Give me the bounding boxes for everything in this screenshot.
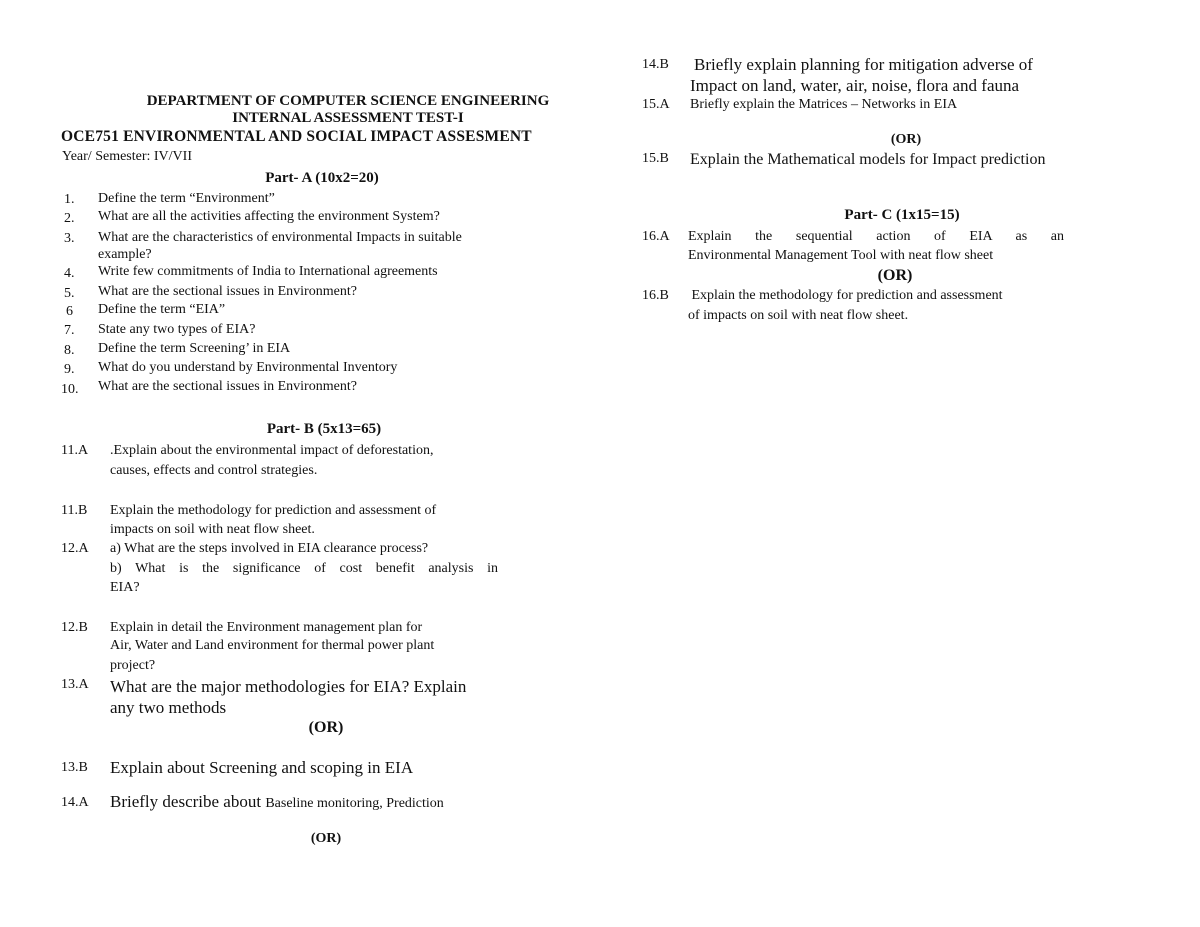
q13a-line2: any two methods	[110, 698, 227, 717]
q13b-num: 13.B	[61, 760, 88, 775]
q16b-line1: Explain the methodology for prediction and assessment	[688, 288, 1003, 303]
q14b-num: 14.B	[642, 57, 669, 72]
q14b-line1: Briefly explain planning for mitigation adverse of	[694, 55, 1033, 74]
part-a-num-5: 5.	[64, 286, 75, 301]
q11b-num: 11.B	[61, 503, 88, 518]
q16a-num: 16.A	[642, 229, 670, 244]
q12a-line3: EIA?	[110, 580, 140, 595]
part-b-title: Part- B (5x13=65)	[266, 421, 382, 437]
part-a-question-3: What are the characteristics of environmental Impacts in suitable	[98, 230, 462, 245]
q14b-line2: Impact on land, water, air, noise, flora and fauna	[690, 76, 1020, 95]
q12a-line2: b) What is the significance of cost benefit analysis in	[110, 561, 498, 576]
q14a-line1	[110, 792, 444, 812]
department-title: DEPARTMENT OF COMPUTER SCIENCE ENGINEERING	[146, 93, 550, 109]
part-a-num-9: 9.	[64, 362, 75, 377]
q12a-line1: a) What are the steps involved in EIA clearance process?	[110, 541, 429, 556]
q11a-line2: causes, effects and control strategies.	[110, 463, 318, 478]
q11b-line2: impacts on soil with neat flow sheet.	[110, 522, 315, 537]
q11a-num: 11.A	[61, 443, 89, 458]
part-a-question-5: What are the sectional issues in Environment?	[98, 284, 357, 299]
part-a-num-6: 6	[66, 304, 73, 319]
part-a-question-9: What do you understand by Environmental Inventory	[98, 360, 398, 375]
q13a-line1: What are the major methodologies for EIA? Explain	[110, 677, 467, 696]
or-separator-13: (OR)	[308, 719, 344, 736]
part-a-num-8: 8.	[64, 343, 75, 358]
part-a-num-10: 10.	[61, 382, 79, 397]
part-a-question-7: State any two types of EIA?	[98, 322, 256, 337]
q12b-num: 12.B	[61, 620, 88, 635]
q13a-num: 13.A	[61, 677, 89, 692]
q12b-line2: Air, Water and Land environment for thermal power plant	[110, 638, 435, 653]
q11a-line1: .Explain about the environmental impact of deforestation,	[110, 443, 434, 458]
or-separator-15: (OR)	[890, 132, 922, 147]
part-a-question-2: What are all the activities affecting the environment System?	[98, 209, 440, 224]
part-a-question-8: Define the term Screening’ in EIA	[98, 341, 291, 356]
part-a-question-4: Write few commitments of India to International agreements	[98, 264, 438, 279]
q16b-line2: of impacts on soil with neat flow sheet.	[688, 308, 909, 323]
part-a-question-10: What are the sectional issues in Environment?	[98, 379, 357, 394]
part-a-num-7: 7.	[64, 323, 75, 338]
or-separator-16: (OR)	[877, 267, 913, 284]
part-a-question-6: Define the term “EIA”	[98, 302, 226, 317]
q16a-line1: Explain the sequential action of EIA as an	[688, 229, 1064, 244]
q12b-line3: project?	[110, 658, 156, 673]
q12a-num: 12.A	[61, 541, 89, 556]
q16a-line2: Environmental Management Tool with neat flow sheet	[688, 248, 994, 263]
or-separator-14: (OR)	[310, 831, 342, 846]
q15a-line1: Briefly explain the Matrices – Networks in EIA	[690, 97, 958, 112]
part-a-num-1: 1.	[64, 192, 75, 207]
q11b-line1: Explain the methodology for prediction and assessment of	[110, 503, 437, 518]
part-a-num-2: 2.	[64, 211, 75, 226]
q15b-num: 15.B	[642, 151, 669, 166]
q14a-text-b: Baseline monitoring, Prediction	[265, 796, 444, 811]
part-a-question-3-cont: example?	[98, 247, 152, 262]
q14a-text-a: Briefly describe about	[110, 792, 266, 811]
year-semester: Year/ Semester: IV/VII	[62, 149, 192, 164]
course-title: OCE751 ENVIRONMENTAL AND SOCIAL IMPACT ASSESMENT	[61, 128, 532, 145]
part-a-question-1: Define the term “Environment”	[98, 191, 275, 206]
part-a-title: Part- A (10x2=20)	[265, 170, 379, 186]
q15a-num: 15.A	[642, 97, 670, 112]
q14a-num: 14.A	[61, 795, 89, 810]
q13b-line1: Explain about Screening and scoping in EIA	[110, 758, 414, 777]
q15b-line1: Explain the Mathematical models for Impact prediction	[690, 151, 1046, 168]
part-a-num-3: 3.	[64, 231, 75, 246]
q16b-num: 16.B	[642, 288, 669, 303]
part-c-title: Part- C (1x15=15)	[844, 207, 960, 223]
test-title: INTERNAL ASSESSMENT TEST-I	[232, 110, 464, 126]
q12b-line1: Explain in detail the Environment management plan for	[110, 620, 423, 635]
part-a-num-4: 4.	[64, 266, 75, 281]
